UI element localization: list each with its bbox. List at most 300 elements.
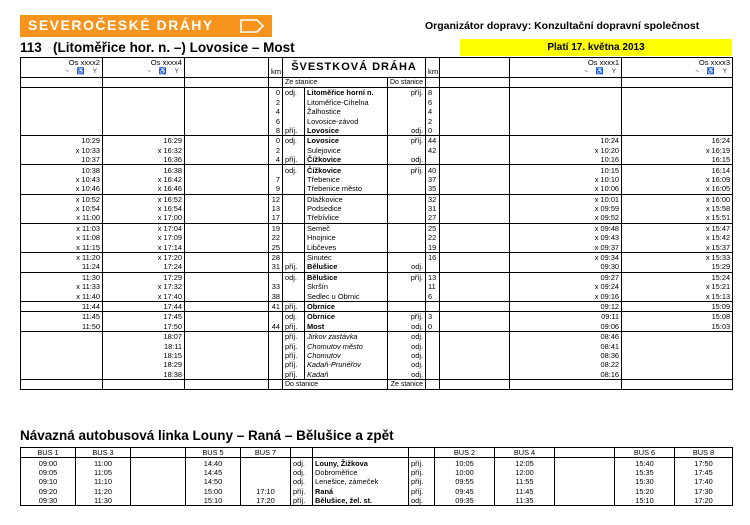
return-time: x 15:51 xyxy=(622,213,733,223)
empty-cell xyxy=(185,252,269,262)
bus-time: 12:05 xyxy=(495,458,555,468)
km-value-reverse: 42 xyxy=(426,146,440,155)
bus-time xyxy=(241,458,291,468)
station-name: Žalhostice xyxy=(305,107,388,116)
train-symbols: ~ ♿ Y xyxy=(147,68,182,76)
departure-time: 11:30 xyxy=(21,272,103,282)
company-logo xyxy=(20,15,272,37)
train-number-right-1 xyxy=(510,58,622,78)
arrival-marker: příj. xyxy=(283,301,305,311)
departure-time: 11:50 xyxy=(21,322,103,332)
return-time: 15:24 xyxy=(622,272,733,282)
bus-time: 11:55 xyxy=(495,477,555,486)
km-value-reverse: 27 xyxy=(426,213,440,223)
timetable-row xyxy=(21,98,733,107)
timetable-row xyxy=(21,107,733,116)
departure-time: x 16:32 xyxy=(103,146,185,155)
empty-cell xyxy=(440,213,510,223)
departure-marker: příj. xyxy=(409,477,435,486)
route-name: (Litoměřice hor. n. –) Lovosice – Most xyxy=(53,40,295,55)
km-value xyxy=(269,351,283,360)
train-name: Os xxxx4 xyxy=(150,58,182,67)
station-name: Třebívlice xyxy=(305,213,388,223)
departure-marker: příj. xyxy=(388,88,426,98)
empty-cell xyxy=(185,291,269,301)
return-time: 08:41 xyxy=(510,341,622,350)
departure-marker: odj. xyxy=(388,341,426,350)
departure-marker: odj. xyxy=(388,262,426,272)
return-time: x 10:20 xyxy=(510,146,622,155)
return-time xyxy=(510,126,622,136)
empty-cell xyxy=(440,146,510,155)
empty-cell xyxy=(185,165,269,175)
departure-time: 18:07 xyxy=(103,331,185,341)
km-value: 0 xyxy=(269,88,283,98)
departure-marker xyxy=(388,204,426,213)
km-value-reverse: 8 xyxy=(426,88,440,98)
empty-cell xyxy=(440,204,510,213)
empty-cell xyxy=(440,184,510,194)
empty-cell xyxy=(409,448,435,458)
station-name: Obrnice xyxy=(305,312,388,322)
bus-time xyxy=(241,477,291,486)
km-value-reverse xyxy=(426,331,440,341)
empty-cell xyxy=(185,116,269,125)
bus-time: 11:35 xyxy=(495,496,555,506)
return-time xyxy=(510,116,622,125)
km-value-reverse xyxy=(426,262,440,272)
bus-time: 09:35 xyxy=(435,496,495,506)
station-name: Hnojnice xyxy=(305,233,388,242)
return-time: 09:06 xyxy=(510,322,622,332)
bus-time: 17:10 xyxy=(241,487,291,496)
departure-time xyxy=(103,88,185,98)
departure-time: 18:15 xyxy=(103,351,185,360)
bus-time: 11:00 xyxy=(76,458,131,468)
train-symbols: ~ ♿ Y xyxy=(695,68,731,76)
empty-cell xyxy=(440,175,510,184)
empty-cell xyxy=(185,184,269,194)
empty-cell xyxy=(185,126,269,136)
empty-cell xyxy=(440,223,510,233)
departure-marker xyxy=(388,291,426,301)
timetable-row xyxy=(21,194,733,204)
departure-time: x 17:20 xyxy=(103,252,185,262)
return-time: 16:24 xyxy=(622,136,733,146)
departure-time xyxy=(103,126,185,136)
bus-number: BUS 7 xyxy=(241,448,291,458)
timetable-row xyxy=(21,175,733,184)
timetable-row xyxy=(21,165,733,175)
empty-cell xyxy=(185,272,269,282)
station-name: Sinutec xyxy=(305,252,388,262)
timetable-row xyxy=(21,155,733,165)
departure-time: x 17:32 xyxy=(103,282,185,291)
empty-cell xyxy=(185,262,269,272)
arrow-icon xyxy=(240,19,264,33)
departure-time: x 16:52 xyxy=(103,194,185,204)
return-time: 08:46 xyxy=(510,331,622,341)
return-time: x 09:34 xyxy=(510,252,622,262)
bus-time: 17:20 xyxy=(241,496,291,506)
arrival-marker: odj. xyxy=(283,165,305,175)
arrival-marker xyxy=(283,291,305,301)
bus-time xyxy=(131,477,186,486)
km-value-reverse: 22 xyxy=(426,233,440,242)
timetable-row xyxy=(21,301,733,311)
station-name: Litoměřice-Cihelna xyxy=(305,98,388,107)
return-time: 10:16 xyxy=(510,155,622,165)
train-header-row xyxy=(21,58,733,78)
bus-time: 15:10 xyxy=(186,496,241,506)
empty-cell xyxy=(185,370,269,380)
timetable-row xyxy=(21,252,733,262)
km-value-reverse: 35 xyxy=(426,184,440,194)
bus-time xyxy=(555,487,615,496)
bus-time xyxy=(241,468,291,477)
km-value xyxy=(269,165,283,175)
km-value-reverse: 19 xyxy=(426,242,440,252)
station-name: Sedlec u Obrnic xyxy=(305,291,388,301)
return-time xyxy=(622,116,733,125)
km-value-reverse: 3 xyxy=(426,312,440,322)
return-time xyxy=(622,360,733,369)
km-value: 12 xyxy=(269,194,283,204)
arrival-marker: odj. xyxy=(283,88,305,98)
arrival-marker: příj. xyxy=(283,155,305,165)
departure-marker: odj. xyxy=(388,370,426,380)
departure-time: 18:38 xyxy=(103,370,185,380)
from-station-row xyxy=(21,77,733,87)
bus-time: 15:40 xyxy=(615,458,675,468)
departure-marker xyxy=(388,175,426,184)
empty-cell xyxy=(440,322,510,332)
departure-time: x 17:00 xyxy=(103,213,185,223)
station-name: Libčeves xyxy=(305,242,388,252)
departure-marker xyxy=(388,213,426,223)
departure-time xyxy=(21,331,103,341)
empty-cell xyxy=(440,98,510,107)
return-time: 09:12 xyxy=(510,301,622,311)
km-value: 7 xyxy=(269,175,283,184)
empty-cell xyxy=(185,233,269,242)
station-name: Čížkovice xyxy=(305,165,388,175)
arrival-marker: příj. xyxy=(283,370,305,380)
bus-time: 17:50 xyxy=(675,458,733,468)
return-time: x 15:58 xyxy=(622,204,733,213)
departure-time: x 10:43 xyxy=(21,175,103,184)
arrival-marker xyxy=(283,194,305,204)
departure-marker xyxy=(388,107,426,116)
return-time: x 15:33 xyxy=(622,252,733,262)
arrival-marker: příj. xyxy=(283,351,305,360)
bus-time: 14:40 xyxy=(186,458,241,468)
departure-time: 10:29 xyxy=(21,136,103,146)
departure-time: x 17:14 xyxy=(103,242,185,252)
departure-marker xyxy=(388,223,426,233)
empty-cell xyxy=(185,360,269,369)
km-value-reverse xyxy=(426,155,440,165)
bus-time: 17:45 xyxy=(675,468,733,477)
departure-time: x 16:46 xyxy=(103,184,185,194)
departure-time: x 11:40 xyxy=(21,291,103,301)
km-value-reverse: 11 xyxy=(426,282,440,291)
bus-time: 09:05 xyxy=(21,468,76,477)
departure-marker: odj. xyxy=(388,126,426,136)
km-value-reverse: 25 xyxy=(426,223,440,233)
departure-time: 17:45 xyxy=(103,312,185,322)
return-time: x 09:16 xyxy=(510,291,622,301)
bus-row xyxy=(21,477,733,486)
departure-marker: odj. xyxy=(388,155,426,165)
timetable-row xyxy=(21,233,733,242)
train-name: Os xxxx3 xyxy=(698,58,731,67)
empty-cell xyxy=(440,136,510,146)
return-time: x 15:37 xyxy=(622,242,733,252)
timetable-row xyxy=(21,291,733,301)
arrival-marker: odj. xyxy=(291,468,313,477)
timetable-row xyxy=(21,223,733,233)
empty-cell xyxy=(103,379,185,389)
bus-time xyxy=(555,496,615,506)
bus-time: 09:30 xyxy=(21,496,76,506)
timetable-row xyxy=(21,116,733,125)
bus-time: 12:00 xyxy=(495,468,555,477)
return-time: x 10:10 xyxy=(510,175,622,184)
return-time xyxy=(622,351,733,360)
departure-time: 16:29 xyxy=(103,136,185,146)
bus-time: 11:30 xyxy=(76,496,131,506)
km-header: km xyxy=(269,58,283,78)
timetable-row xyxy=(21,184,733,194)
km-value xyxy=(269,272,283,282)
departure-time: 18:11 xyxy=(103,341,185,350)
km-value-reverse: 13 xyxy=(426,272,440,282)
departure-marker: příj. xyxy=(388,165,426,175)
empty-cell xyxy=(21,379,103,389)
departure-time: x 11:08 xyxy=(21,233,103,242)
km-value: 17 xyxy=(269,213,283,223)
arrival-marker xyxy=(283,98,305,107)
to-station-row xyxy=(21,379,733,389)
bus-time: 10:00 xyxy=(435,468,495,477)
bus-time xyxy=(555,477,615,486)
bus-stop-name: Raná xyxy=(313,487,409,496)
bus-time: 15:30 xyxy=(615,477,675,486)
departure-time: x 10:46 xyxy=(21,184,103,194)
departure-time: x 11:00 xyxy=(21,213,103,223)
timetable-row xyxy=(21,370,733,380)
train-number-left-1 xyxy=(21,58,103,78)
departure-time: x 17:09 xyxy=(103,233,185,242)
return-time: x 15:47 xyxy=(622,223,733,233)
return-time: 09:11 xyxy=(510,312,622,322)
return-time xyxy=(622,331,733,341)
departure-time: x 11:15 xyxy=(21,242,103,252)
train-symbols: ~ ♿ Y xyxy=(584,68,620,76)
km-value: 8 xyxy=(269,126,283,136)
from-station-label: Ze stanice xyxy=(283,77,388,87)
timetable-row xyxy=(21,282,733,291)
return-time: 09:30 xyxy=(510,262,622,272)
bus-time: 09:55 xyxy=(435,477,495,486)
return-time: 08:36 xyxy=(510,351,622,360)
empty-cell xyxy=(313,448,409,458)
departure-marker: příj. xyxy=(388,272,426,282)
km-value-reverse: 37 xyxy=(426,175,440,184)
empty-cell xyxy=(440,360,510,369)
empty-cell xyxy=(440,126,510,136)
return-time: 16:15 xyxy=(622,155,733,165)
return-time: x 16:19 xyxy=(622,146,733,155)
km-value: 38 xyxy=(269,291,283,301)
km-value: 6 xyxy=(269,116,283,125)
empty-cell xyxy=(185,175,269,184)
empty-cell xyxy=(185,146,269,155)
station-name: Chomutov město xyxy=(305,341,388,350)
bus-time xyxy=(131,487,186,496)
arrival-marker xyxy=(283,175,305,184)
station-name: Sulejovice xyxy=(305,146,388,155)
station-name: Bělušice xyxy=(305,262,388,272)
departure-marker xyxy=(388,242,426,252)
km-value-reverse xyxy=(426,360,440,369)
km-value xyxy=(269,370,283,380)
bus-row xyxy=(21,496,733,506)
departure-marker xyxy=(388,233,426,242)
km-value-reverse: 2 xyxy=(426,116,440,125)
empty-cell xyxy=(440,282,510,291)
station-name: Lovosice xyxy=(305,126,388,136)
departure-marker: odj. xyxy=(388,351,426,360)
train-name: Os xxxx2 xyxy=(68,58,100,67)
departure-marker xyxy=(388,301,426,311)
empty-cell xyxy=(269,379,283,389)
departure-marker xyxy=(388,194,426,204)
arrival-marker: příj. xyxy=(283,126,305,136)
empty-cell xyxy=(440,155,510,165)
departure-time: x 11:03 xyxy=(21,223,103,233)
bus-time: 09:45 xyxy=(435,487,495,496)
station-name: Třebenice xyxy=(305,175,388,184)
departure-time xyxy=(21,88,103,98)
timetable-row xyxy=(21,351,733,360)
bus-number xyxy=(555,448,615,458)
train-name: Os xxxx1 xyxy=(587,58,620,67)
departure-time: 11:24 xyxy=(21,262,103,272)
departure-time xyxy=(103,116,185,125)
km-value: 31 xyxy=(269,262,283,272)
arrival-marker: příj. xyxy=(291,487,313,496)
return-time xyxy=(510,98,622,107)
km-value: 19 xyxy=(269,223,283,233)
empty-cell xyxy=(185,213,269,223)
bus-header-row xyxy=(21,448,733,458)
timetable-row xyxy=(21,360,733,369)
timetable-row xyxy=(21,213,733,223)
arrival-marker xyxy=(283,282,305,291)
arrival-marker xyxy=(283,223,305,233)
bus-number: BUS 2 xyxy=(435,448,495,458)
km-value-reverse: 4 xyxy=(426,107,440,116)
station-name: Jirkov zastávka xyxy=(305,331,388,341)
empty-cell xyxy=(440,379,510,389)
brand-header xyxy=(283,58,426,78)
km-value: 25 xyxy=(269,242,283,252)
bus-time: 11:20 xyxy=(76,487,131,496)
return-time: 15:03 xyxy=(622,322,733,332)
station-name: Bělušice xyxy=(305,272,388,282)
bus-time xyxy=(131,458,186,468)
km-value: 22 xyxy=(269,233,283,242)
km-value xyxy=(269,331,283,341)
departure-marker xyxy=(388,98,426,107)
arrival-marker: příj. xyxy=(283,262,305,272)
bus-row xyxy=(21,458,733,468)
timetable-row xyxy=(21,262,733,272)
arrival-marker: příj. xyxy=(291,496,313,506)
km-value-reverse xyxy=(426,351,440,360)
empty-cell xyxy=(185,155,269,165)
km-header-right: km xyxy=(426,58,440,78)
empty-cell xyxy=(440,242,510,252)
bus-time: 09:20 xyxy=(21,487,76,496)
return-time: x 09:37 xyxy=(510,242,622,252)
bus-time: 10:05 xyxy=(435,458,495,468)
station-name: Kadaň-Prunéřov xyxy=(305,360,388,369)
train-number-left-2 xyxy=(103,58,185,78)
return-time: 08:22 xyxy=(510,360,622,369)
departure-marker xyxy=(388,184,426,194)
empty-cell xyxy=(440,351,510,360)
empty-cell xyxy=(440,370,510,380)
departure-marker: příj. xyxy=(388,136,426,146)
bus-time: 14:50 xyxy=(186,477,241,486)
return-time: 15:09 xyxy=(622,301,733,311)
station-name: Kadaň xyxy=(305,370,388,380)
return-time: x 10:06 xyxy=(510,184,622,194)
bus-time: 15:10 xyxy=(615,496,675,506)
return-time: 15:08 xyxy=(622,312,733,322)
km-value-reverse: 44 xyxy=(426,136,440,146)
empty-cell xyxy=(185,282,269,291)
station-name: Dlažkovice xyxy=(305,194,388,204)
empty-cell xyxy=(622,379,733,389)
departure-time: x 17:40 xyxy=(103,291,185,301)
return-time xyxy=(510,107,622,116)
empty-cell xyxy=(440,312,510,322)
arrival-marker xyxy=(283,242,305,252)
route-number: 113 xyxy=(20,40,42,55)
return-time: x 10:01 xyxy=(510,194,622,204)
departure-time: x 11:33 xyxy=(21,282,103,291)
departure-marker: odj. xyxy=(409,496,435,506)
return-time: 09:27 xyxy=(510,272,622,282)
empty-column xyxy=(185,58,269,78)
logo-text: SEVEROČESKÉ DRÁHY xyxy=(28,17,214,33)
empty-cell xyxy=(440,252,510,262)
bus-number: BUS 6 xyxy=(615,448,675,458)
departure-time xyxy=(21,370,103,380)
arrival-marker xyxy=(283,184,305,194)
from-station-label: Ze stanice xyxy=(388,379,426,389)
station-name: Lovosice xyxy=(305,136,388,146)
departure-time xyxy=(103,107,185,116)
station-name: Obrnice xyxy=(305,301,388,311)
empty-cell xyxy=(440,301,510,311)
bus-row xyxy=(21,487,733,496)
timetable-row xyxy=(21,146,733,155)
